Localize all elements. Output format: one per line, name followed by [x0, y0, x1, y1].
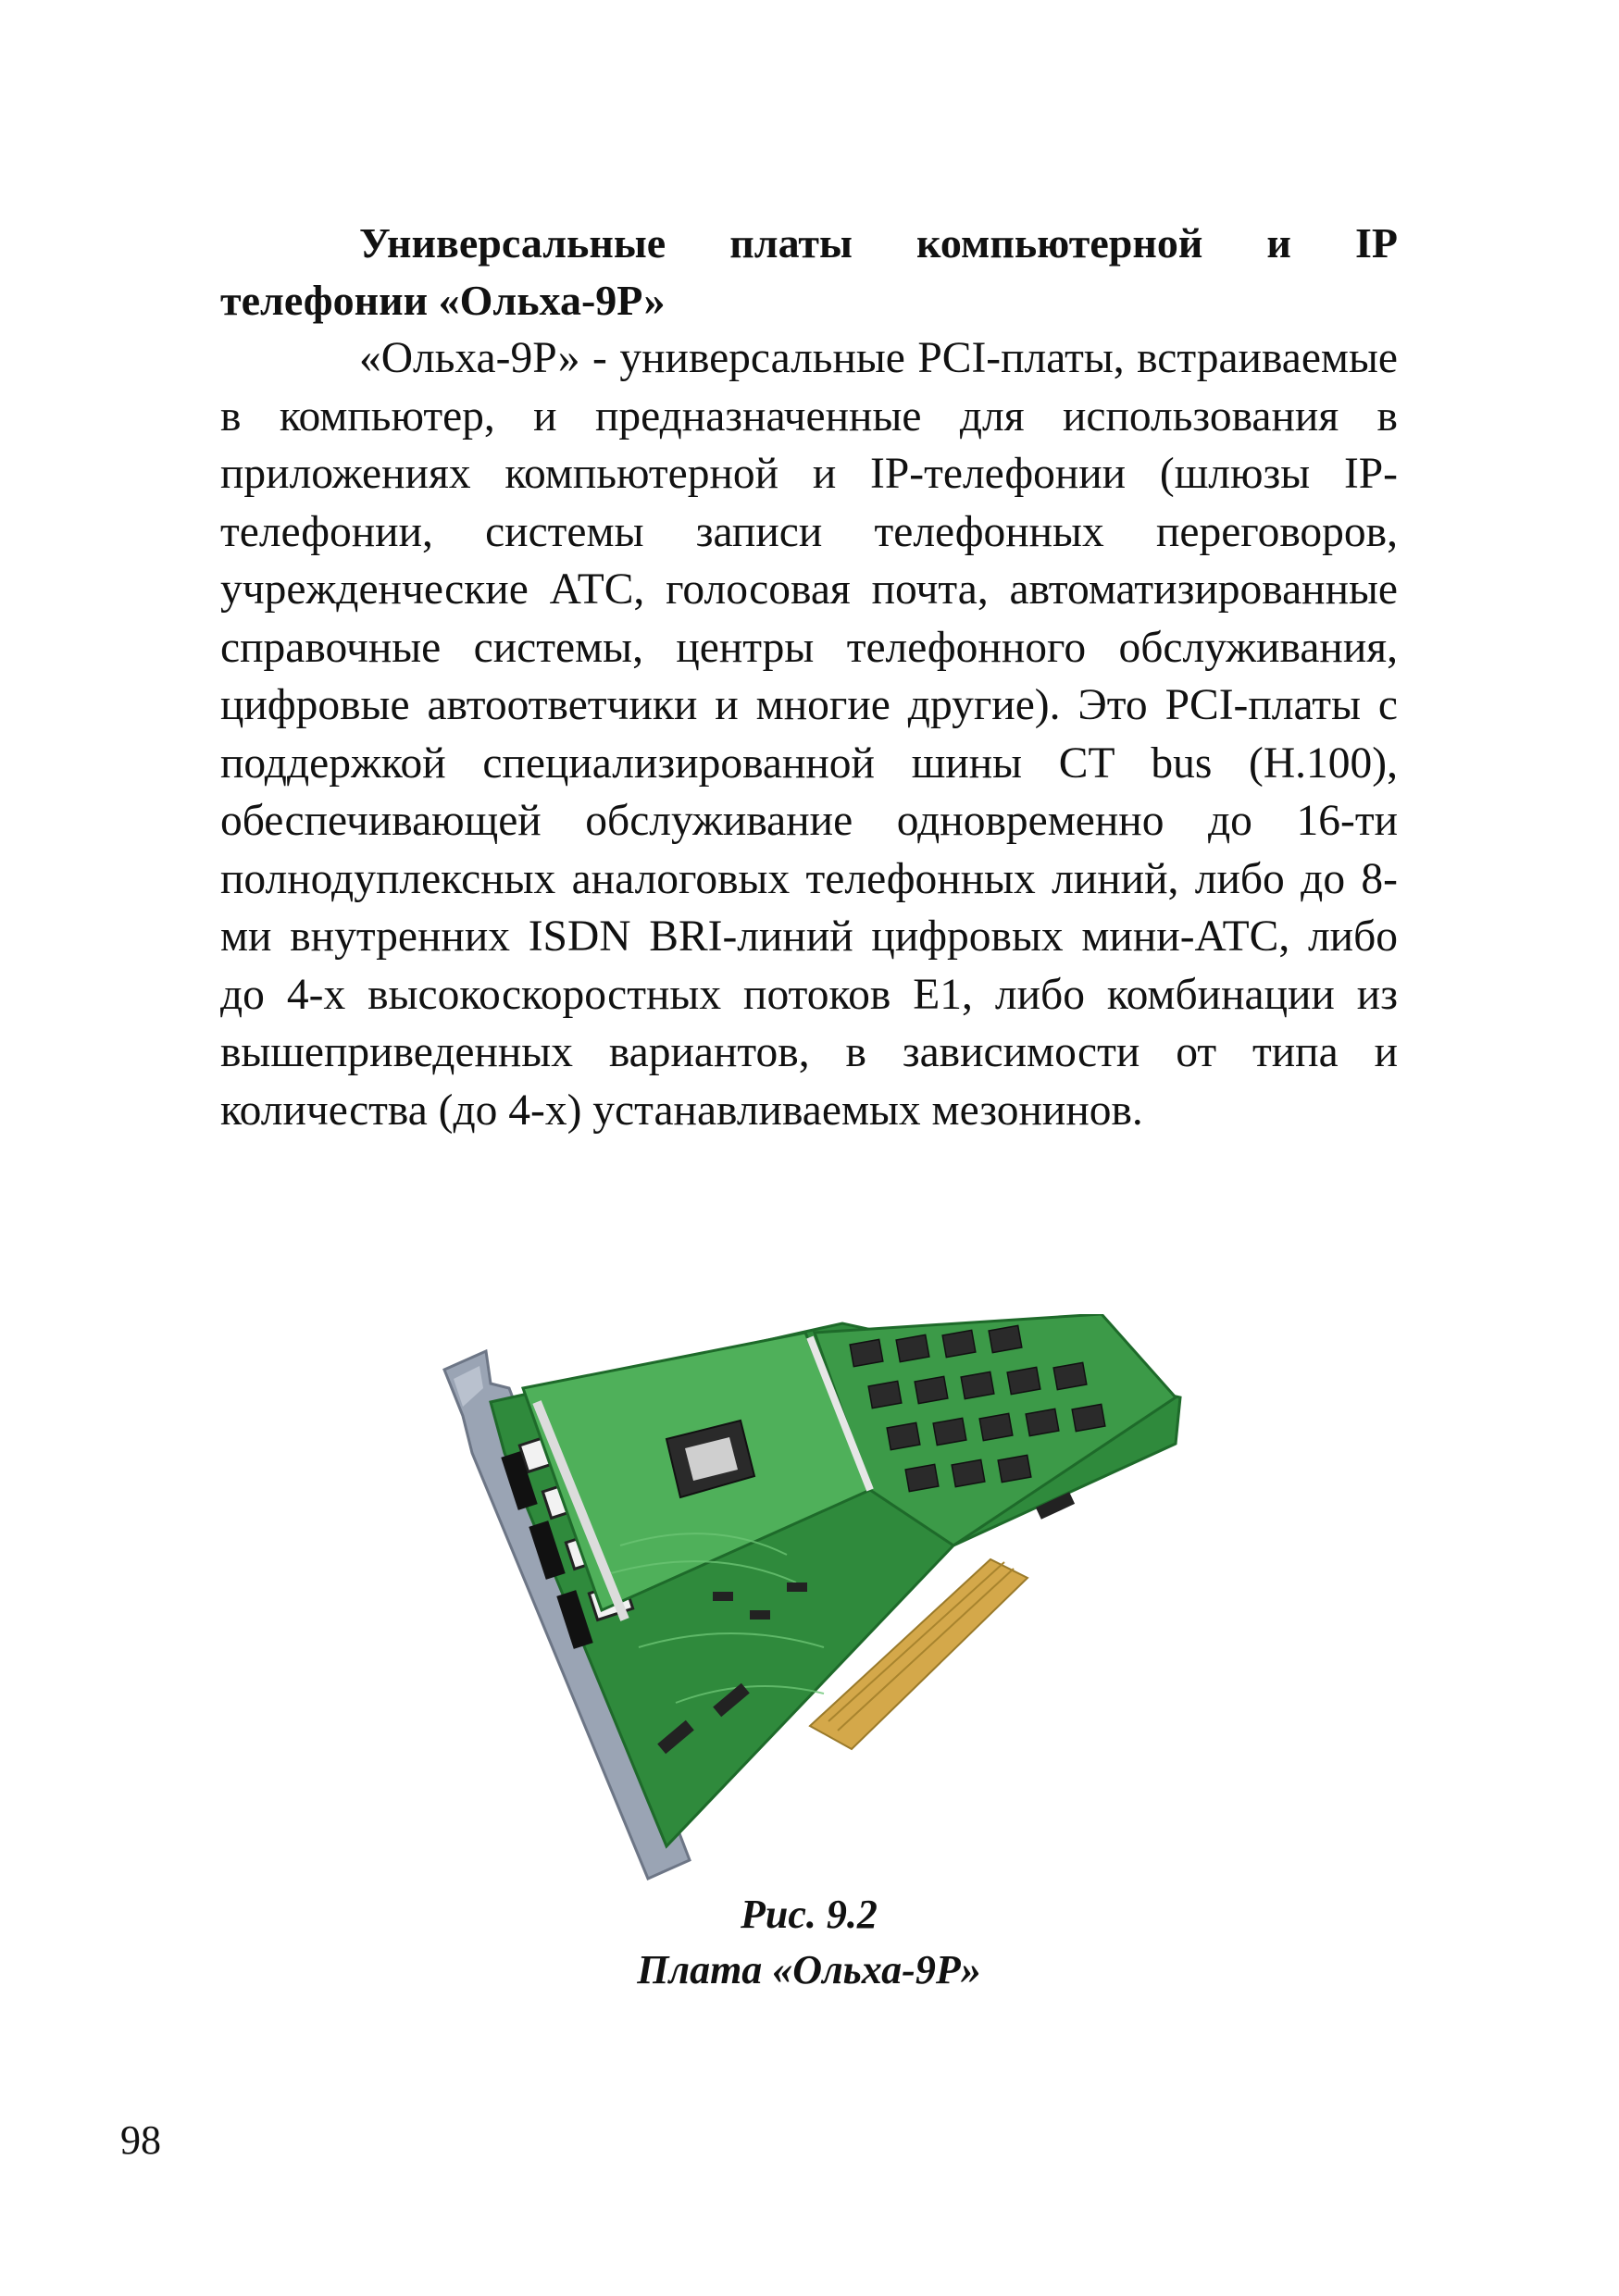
board-figure: [435, 1314, 1185, 1906]
figure-number: Рис. 9.2: [741, 1892, 878, 1937]
page-number: 98: [120, 2117, 161, 2163]
section-heading: Универсальные платы компьютерной и IP телефонии «Ольха-9Р»: [220, 219, 1398, 324]
board-photo-illustration: [435, 1314, 1185, 1906]
body-paragraph: «Ольха-9Р» - универсальные PCI-платы, встраиваемые в компьютер, и предназначенные для использования в приложениях компьютерной и IP-телефонии (шлюзы IP-телефонии, системы записи телефонных переговоров, учрежденческие АТС, голосовая почта, автоматизированные справочные системы, центры телефонного обслуживания, цифровые автоответчики и многие другие). Это PCI-платы с поддержкой специализированной шины CT bus (H.100), обеспечивающей обслуживание одновременно до 16-ти полнодуплексных аналоговых телефонных линий, либо до 8-ми внутренних ISDN BRI-линий цифровых мини-АТС, либо до 4-х высокоскоростных потоков E1, либо комбинации из вышеприведенных вариантов, в зависимости от типа и количества (до 4-х) устанавливаемых мезонинов.: [220, 334, 1398, 1135]
main-text: [220, 215, 1398, 1139]
figure-caption: Плата «Ольха-9Р»: [637, 1947, 981, 1992]
